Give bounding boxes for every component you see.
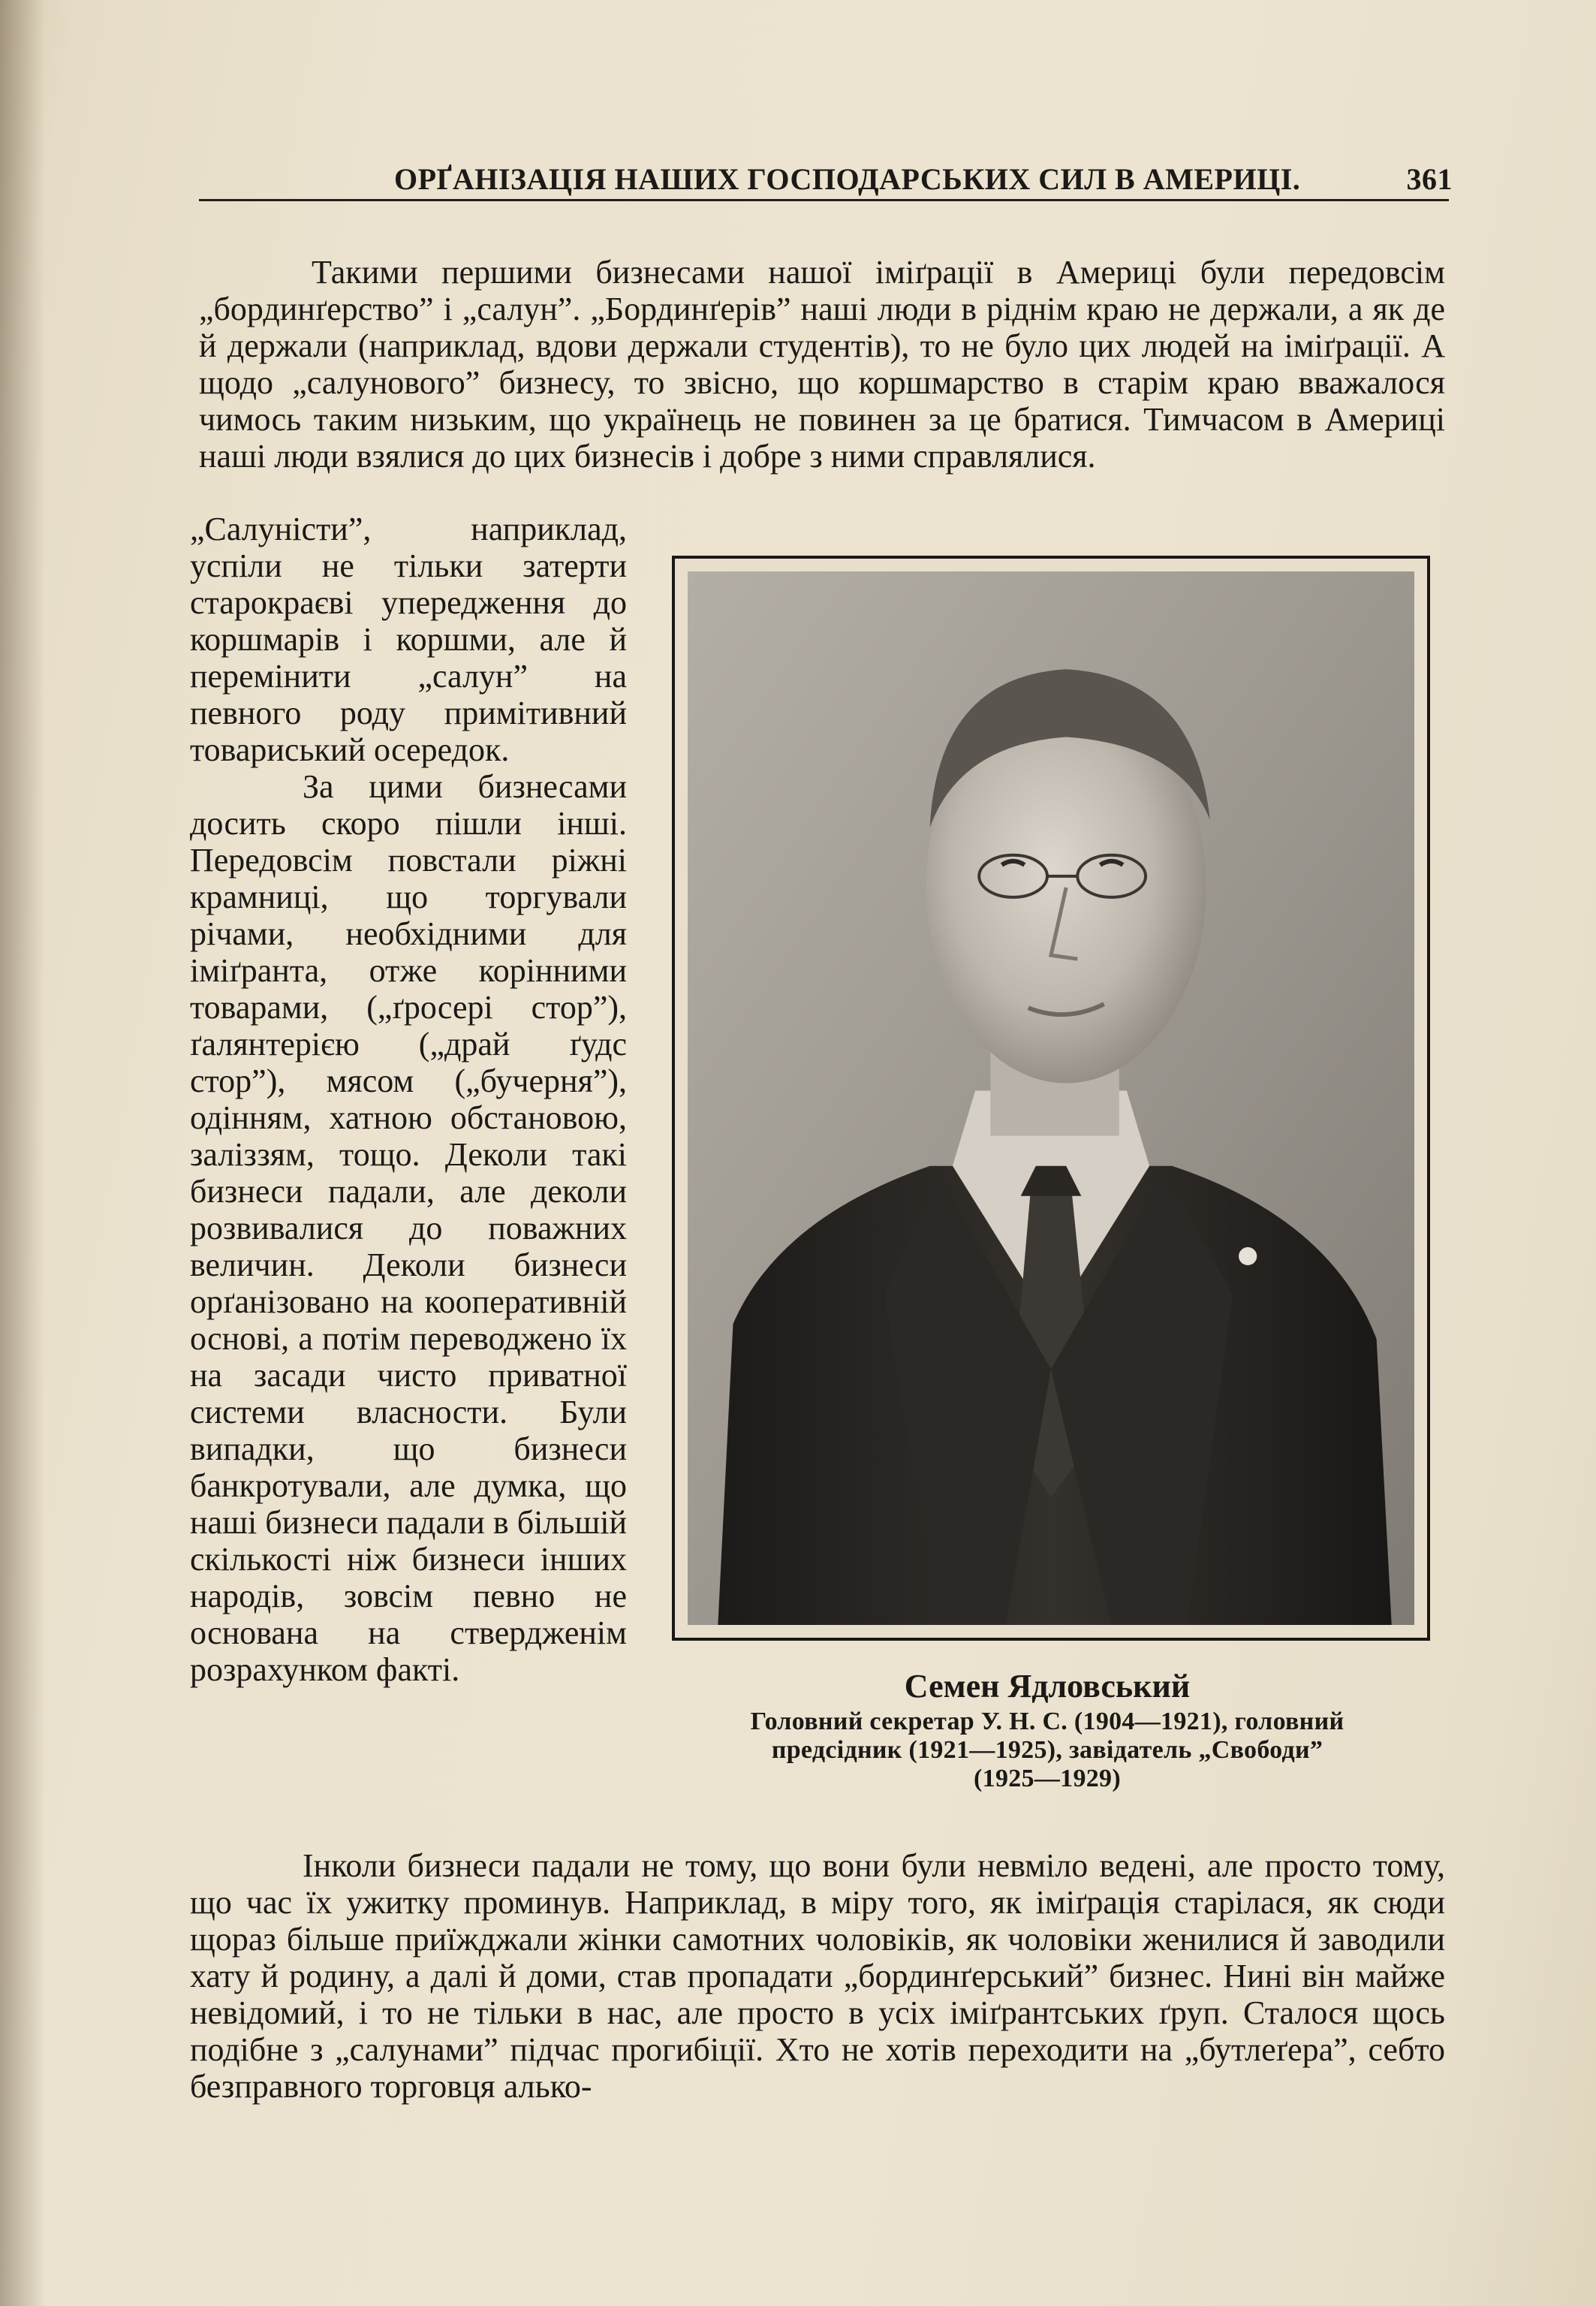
- side-text-column: [190, 511, 627, 1688]
- page-number: 361: [1406, 162, 1453, 196]
- caption-line-1: Головний секретар У. Н. С. (1904—1921), головний: [750, 1708, 1345, 1735]
- portrait-frame: [672, 556, 1430, 1641]
- bottom-text-block: [190, 1847, 1445, 2105]
- paragraph-1-continued: „Салуністи”, наприклад, успіли не тільки затерти старокраєві упередження до коршмарів і коршми, але й перемінити „салун” на певного роду примітивний товариський осередок.: [190, 511, 627, 768]
- running-header: [199, 161, 1453, 199]
- caption-description: [646, 1708, 1449, 1793]
- caption-name: Семен Ядловський: [904, 1668, 1191, 1705]
- caption-line-3: (1925—1929): [974, 1765, 1121, 1792]
- running-header-title: ОРҐАНІЗАЦІЯ НАШИХ ГОСПОДАРСЬКИХ СИЛ В АМЕРИЦІ.: [394, 162, 1301, 196]
- header-rule: [199, 199, 1449, 201]
- paragraph-3: Інколи бизнеси падали не тому, що вони були невміло ведені, але просто тому, що час їх ужитку проминув. Наприклад, в міру того, як іміґрація старілася, як сюди щораз більше приїжджали жінки самотних чоловіків, як чоловіки женилися й заводили хату й родину, а далі й доми, став пропадати „бординґерський” бизнес. Нині він майже невідомий, і то не тільки в нас, але просто в усіх іміґрантських ґруп. Сталося щось подібне з „салунами” підчас прогибіції. Хто не хотів переходити на „бутлеґера”, себто безправного торговця алько-: [190, 1847, 1445, 2105]
- caption-line-2: предсідник (1921—1925), завідатель „Свободи”: [771, 1736, 1323, 1764]
- figure-caption: [646, 1665, 1449, 1793]
- top-text-block: [199, 254, 1445, 475]
- paragraph-1: Такими першими бизнесами нашої іміґрації в Америці були передовсім „бординґерство” і „салун”. „Бординґерів” наші люди в ріднім краю не держали, а як де й держали (наприклад, вдови держали студентів), то не було цих людей на іміґрації. А щодо „салунового” бизнесу, то звісно, що коршмарство в старім краю вважалося чимось таким низьким, що українець не повинен за це братися. Тимчасом в Америці наші люди взялися до цих бизнесів і добре з ними справлялися.: [199, 254, 1445, 475]
- portrait-photograph: [688, 571, 1414, 1625]
- paragraph-2: За цими бизнесами досить скоро пішли інші. Передовсім повстали ріжні крамниці, що торгували річами, необхідними для іміґранта, отже корінними товарами, („ґросері стор”), ґалянтерією („драй ґудс стор”), мясом („бучерня”), одінням, хатною обстановою, заліззям, тощо. Деколи такі бизнеси падали, але деколи розвивалися до поважних величин. Деколи бизнеси орґанізовано на кооперативній основі, а потім переводжено їх на засади чисто приватної системи власности. Були випадки, що бизнеси банкротували, але думка, що наші бизнеси падали в більшій скількості ніж бизнеси інших народів, зовсім певно не основана на ствердженім розрахунком факті.: [190, 768, 627, 1688]
- portrait-image: [688, 571, 1414, 1625]
